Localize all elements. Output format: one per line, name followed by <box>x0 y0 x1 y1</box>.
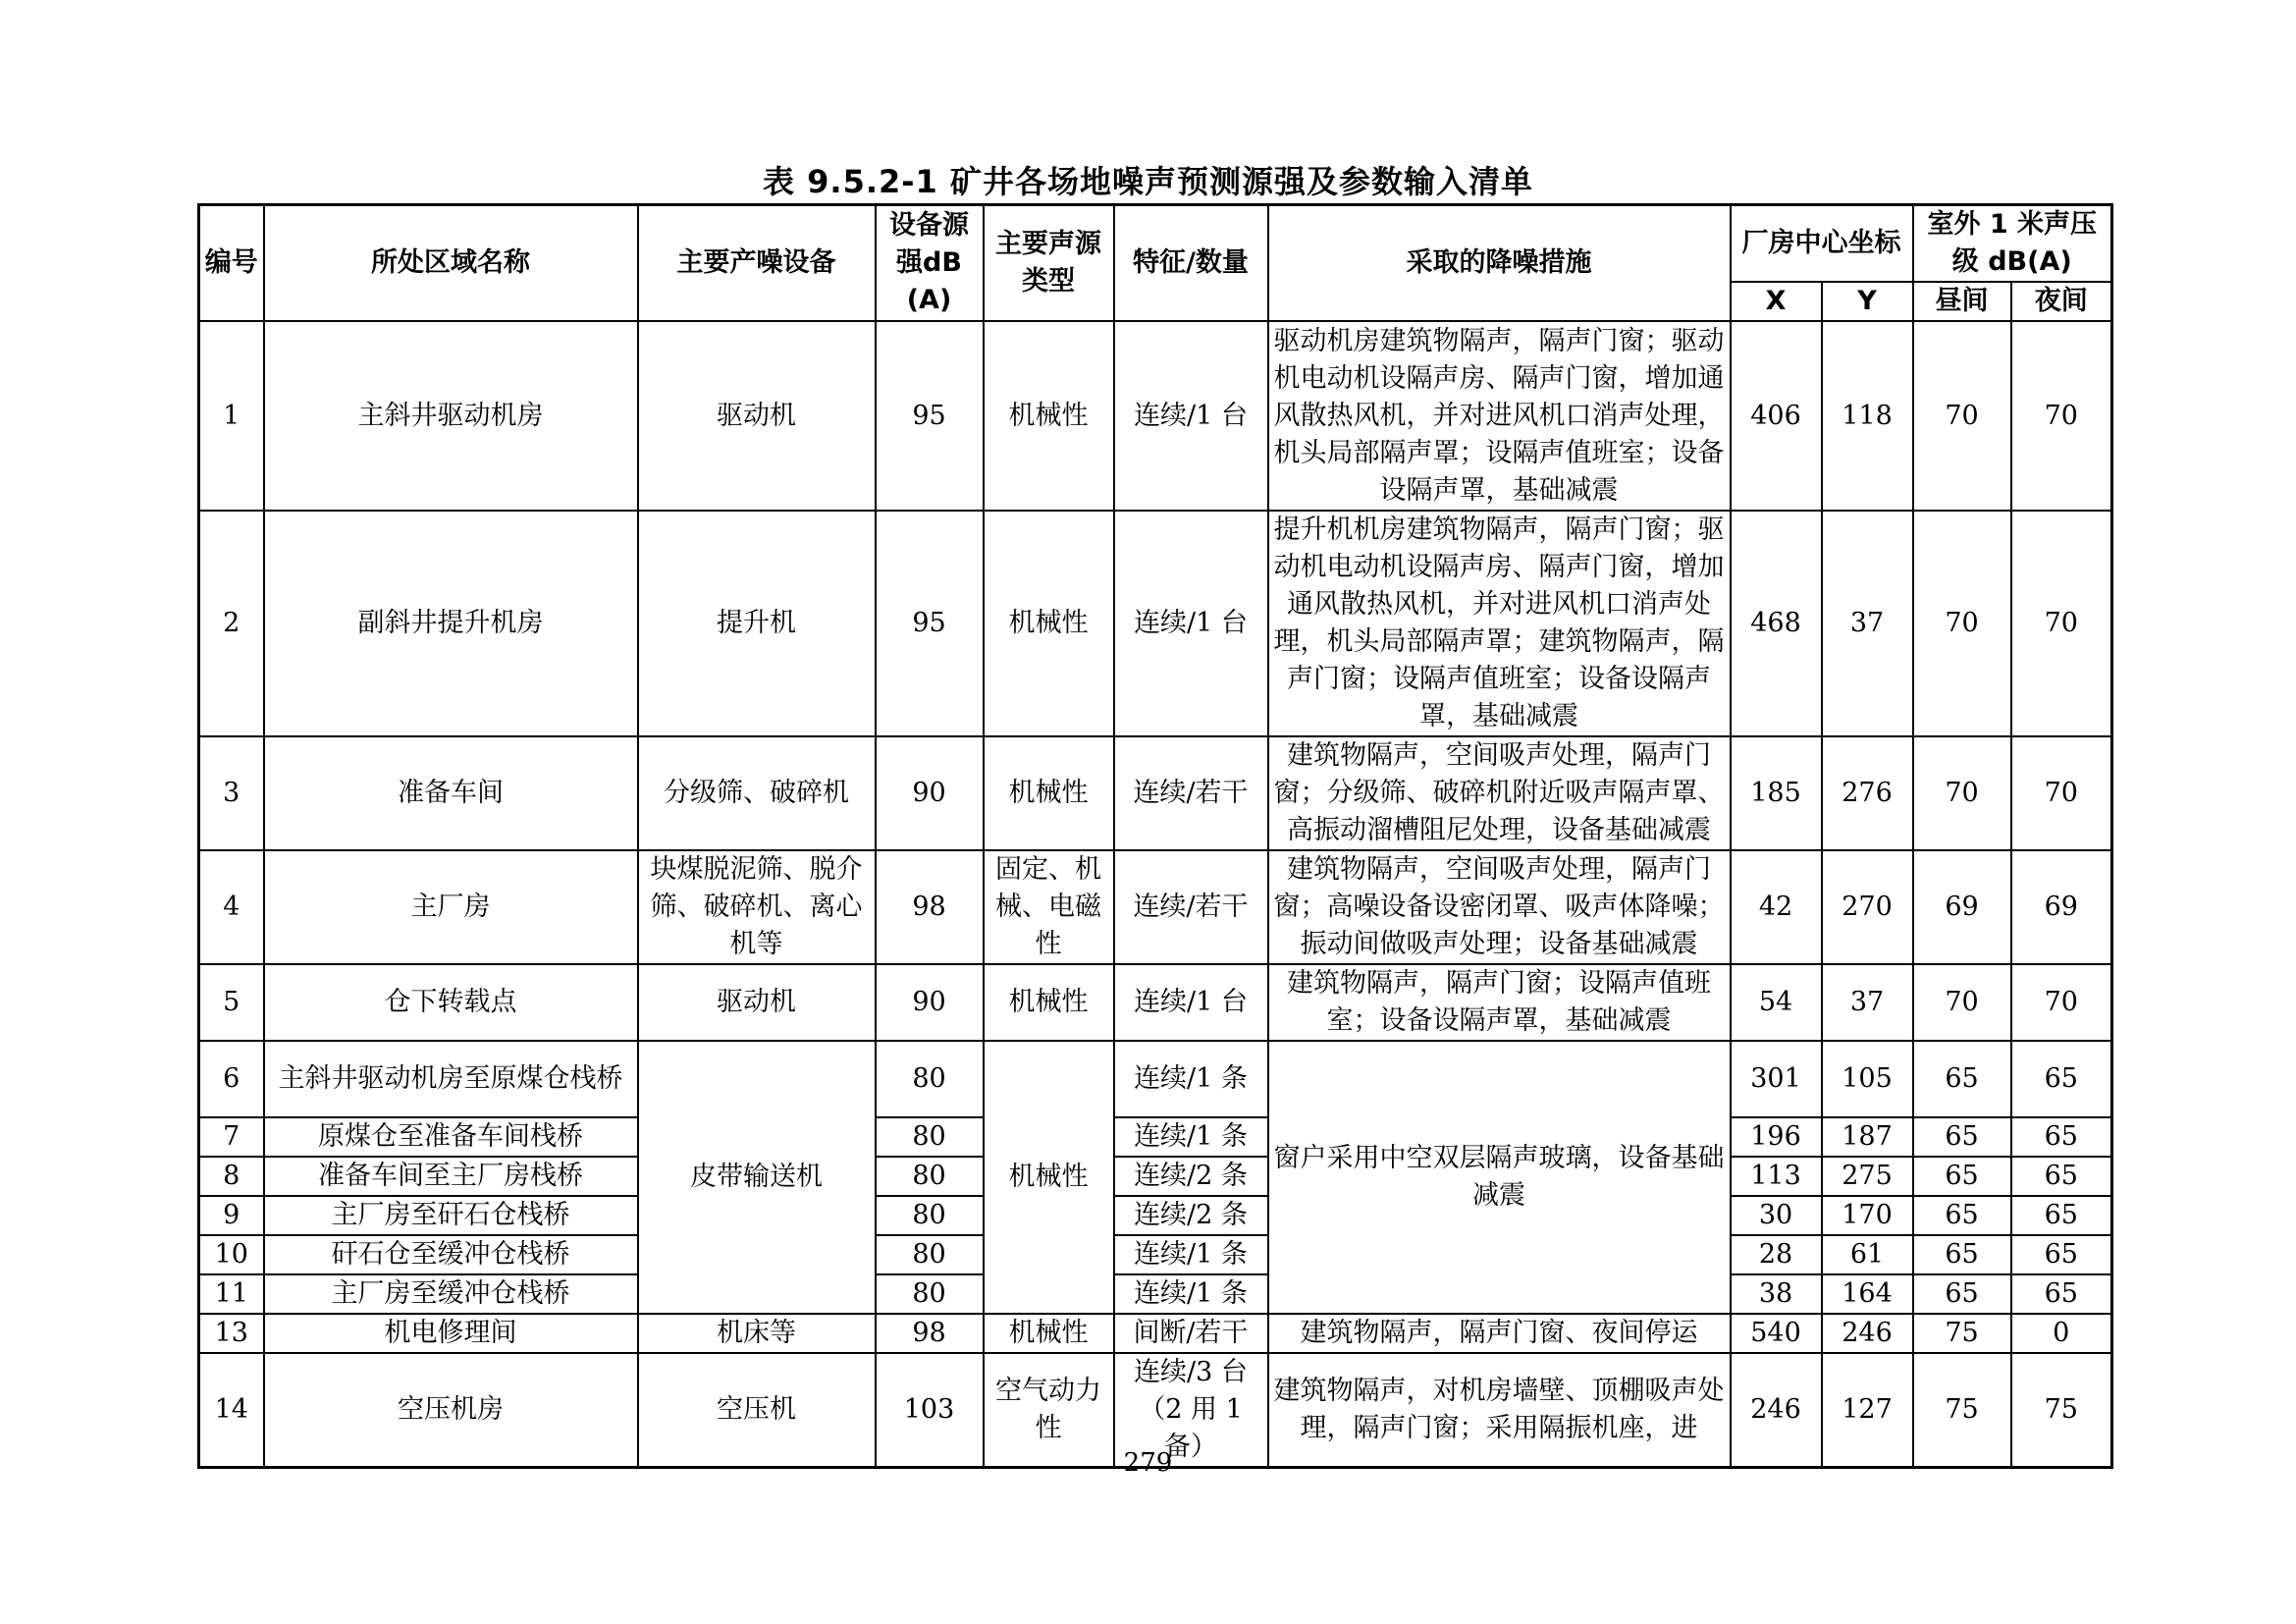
cell-type: 空气动力性 <box>984 1353 1114 1468</box>
cell-area: 主厂房 <box>264 850 638 964</box>
cell-area: 仓下转载点 <box>264 964 638 1041</box>
cell-equipment: 提升机 <box>638 511 876 736</box>
cell-no: 1 <box>199 321 264 511</box>
cell-y: 246 <box>1822 1314 1913 1353</box>
cell-area: 主厂房至矸石仓栈桥 <box>264 1196 638 1235</box>
cell-day: 70 <box>1913 964 2011 1041</box>
cell-no: 5 <box>199 964 264 1041</box>
cell-night: 69 <box>2011 850 2112 964</box>
header-outdoor: 室外 1 米声压级 dB(A) <box>1913 205 2112 283</box>
cell-night: 65 <box>2011 1235 2112 1274</box>
table-row <box>199 1157 2112 1196</box>
cell-no: 14 <box>199 1353 264 1468</box>
table-row <box>199 511 2112 736</box>
cell-y: 164 <box>1822 1274 1913 1314</box>
cell-area: 主斜井驱动机房 <box>264 321 638 511</box>
cell-db: 95 <box>876 321 984 511</box>
cell-db: 80 <box>876 1196 984 1235</box>
header-source-db: 设备源强dB(A) <box>876 205 984 322</box>
cell-x: 30 <box>1731 1196 1822 1235</box>
cell-x: 28 <box>1731 1235 1822 1274</box>
header-source-type: 主要声源类型 <box>984 205 1114 322</box>
cell-night: 70 <box>2011 964 2112 1041</box>
cell-measures: 提升机机房建筑物隔声，隔声门窗；驱动机电动机设隔声房、隔声门窗，增加通风散热风机，并对进风机口消声处理，机头局部隔声罩；建筑物隔声，隔声门窗；设隔声值班室；设备设隔声罩，基础减震 <box>1268 511 1731 736</box>
cell-day: 65 <box>1913 1117 2011 1157</box>
cell-measures-merged: 窗户采用中空双层隔声玻璃，设备基础减震 <box>1268 1041 1731 1314</box>
cell-feature: 连续/若干 <box>1114 850 1268 964</box>
cell-night: 65 <box>2011 1157 2112 1196</box>
header-equipment: 主要产噪设备 <box>638 205 876 322</box>
cell-night: 70 <box>2011 321 2112 511</box>
cell-area: 原煤仓至准备车间栈桥 <box>264 1117 638 1157</box>
cell-measures: 建筑物隔声，空间吸声处理，隔声门窗；高噪设备设密闭罩、吸声体降噪；振动间做吸声处理；设备基础减震 <box>1268 850 1731 964</box>
cell-feature: 连续/2 条 <box>1114 1196 1268 1235</box>
cell-y: 127 <box>1822 1353 1913 1468</box>
cell-measures: 建筑物隔声，隔声门窗、夜间停运 <box>1268 1314 1731 1353</box>
header-feature: 特征/数量 <box>1114 205 1268 322</box>
cell-day: 65 <box>1913 1196 2011 1235</box>
cell-db: 103 <box>876 1353 984 1468</box>
cell-day: 65 <box>1913 1157 2011 1196</box>
cell-day: 69 <box>1913 850 2011 964</box>
cell-type: 机械性 <box>984 1314 1114 1353</box>
table-row <box>199 1235 2112 1274</box>
cell-y: 37 <box>1822 511 1913 736</box>
cell-db: 80 <box>876 1117 984 1157</box>
cell-measures: 建筑物隔声，隔声门窗；设隔声值班室；设备设隔声罩，基础减震 <box>1268 964 1731 1041</box>
cell-night: 65 <box>2011 1274 2112 1314</box>
cell-x: 540 <box>1731 1314 1822 1353</box>
cell-y: 275 <box>1822 1157 1913 1196</box>
cell-night: 70 <box>2011 511 2112 736</box>
cell-area: 矸石仓至缓冲仓栈桥 <box>264 1235 638 1274</box>
cell-type: 机械性 <box>984 321 1114 511</box>
cell-measures: 建筑物隔声，空间吸声处理，隔声门窗；分级筛、破碎机附近吸声隔声罩、高振动溜槽阻尼处理，设备基础减震 <box>1268 736 1731 850</box>
cell-day: 65 <box>1913 1235 2011 1274</box>
cell-type: 机械性 <box>984 964 1114 1041</box>
cell-x: 54 <box>1731 964 1822 1041</box>
cell-no: 4 <box>199 850 264 964</box>
cell-night: 75 <box>2011 1353 2112 1468</box>
cell-x: 301 <box>1731 1041 1822 1117</box>
table-title: 表 9.5.2-1 矿井各场地噪声预测源强及参数输入清单 <box>763 163 1533 200</box>
cell-feature: 连续/1 台 <box>1114 511 1268 736</box>
cell-equipment: 分级筛、破碎机 <box>638 736 876 850</box>
cell-type: 机械性 <box>984 736 1114 850</box>
header-no: 编号 <box>199 205 264 322</box>
cell-area: 副斜井提升机房 <box>264 511 638 736</box>
cell-x: 196 <box>1731 1117 1822 1157</box>
cell-type-merged: 机械性 <box>984 1041 1114 1314</box>
cell-day: 75 <box>1913 1353 2011 1468</box>
cell-y: 270 <box>1822 850 1913 964</box>
header-x: X <box>1731 282 1822 321</box>
cell-x: 113 <box>1731 1157 1822 1196</box>
cell-night: 65 <box>2011 1117 2112 1157</box>
cell-feature: 连续/1 条 <box>1114 1041 1268 1117</box>
cell-x: 42 <box>1731 850 1822 964</box>
cell-feature: 连续/1 台 <box>1114 964 1268 1041</box>
cell-feature: 连续/1 台 <box>1114 321 1268 511</box>
cell-type: 固定、机械、电磁性 <box>984 850 1114 964</box>
cell-day: 75 <box>1913 1314 2011 1353</box>
cell-day: 70 <box>1913 511 2011 736</box>
cell-db: 90 <box>876 736 984 850</box>
cell-equipment: 块煤脱泥筛、脱介筛、破碎机、离心机等 <box>638 850 876 964</box>
cell-y: 37 <box>1822 964 1913 1041</box>
cell-equipment: 驱动机 <box>638 321 876 511</box>
cell-x: 468 <box>1731 511 1822 736</box>
cell-y: 187 <box>1822 1117 1913 1157</box>
cell-db: 80 <box>876 1041 984 1117</box>
cell-feature: 连续/3 台（2 用 1 备） <box>1114 1353 1268 1468</box>
cell-db: 98 <box>876 850 984 964</box>
cell-day: 70 <box>1913 321 2011 511</box>
cell-db: 80 <box>876 1274 984 1314</box>
cell-area: 准备车间至主厂房栈桥 <box>264 1157 638 1196</box>
cell-db: 80 <box>876 1235 984 1274</box>
cell-night: 70 <box>2011 736 2112 850</box>
header-measures: 采取的降噪措施 <box>1268 205 1731 322</box>
cell-db: 95 <box>876 511 984 736</box>
cell-area: 机电修理间 <box>264 1314 638 1353</box>
cell-no: 8 <box>199 1157 264 1196</box>
header-day: 昼间 <box>1913 282 2011 321</box>
cell-y: 118 <box>1822 321 1913 511</box>
cell-area: 主斜井驱动机房至原煤仓栈桥 <box>264 1041 638 1117</box>
cell-x: 246 <box>1731 1353 1822 1468</box>
cell-equipment: 机床等 <box>638 1314 876 1353</box>
cell-equipment: 驱动机 <box>638 964 876 1041</box>
cell-y: 61 <box>1822 1235 1913 1274</box>
table-row <box>199 321 2112 511</box>
table-row <box>199 1117 2112 1157</box>
table-row <box>199 850 2112 964</box>
cell-day: 70 <box>1913 736 2011 850</box>
cell-feature: 连续/1 条 <box>1114 1274 1268 1314</box>
page-number: 279 <box>1123 1448 1173 1478</box>
cell-feature: 连续/2 条 <box>1114 1157 1268 1196</box>
cell-no: 2 <box>199 511 264 736</box>
table-row <box>199 1314 2112 1353</box>
table-row <box>199 1274 2112 1314</box>
cell-area: 主厂房至缓冲仓栈桥 <box>264 1274 638 1314</box>
cell-feature: 间断/若干 <box>1114 1314 1268 1353</box>
cell-x: 406 <box>1731 321 1822 511</box>
cell-measures: 驱动机房建筑物隔声，隔声门窗；驱动机电动机设隔声房、隔声门窗，增加通风散热风机，并对进风机口消声处理，机头局部隔声罩；设隔声值班室；设备设隔声罩，基础减震 <box>1268 321 1731 511</box>
cell-night: 0 <box>2011 1314 2112 1353</box>
cell-equipment: 空压机 <box>638 1353 876 1468</box>
cell-type: 机械性 <box>984 511 1114 736</box>
cell-no: 6 <box>199 1041 264 1117</box>
cell-measures: 建筑物隔声，对机房墙壁、顶棚吸声处理，隔声门窗；采用隔振机座，进 <box>1268 1353 1731 1468</box>
cell-day: 65 <box>1913 1041 2011 1117</box>
cell-y: 105 <box>1822 1041 1913 1117</box>
cell-feature: 连续/1 条 <box>1114 1117 1268 1157</box>
table-row <box>199 1041 2112 1117</box>
cell-db: 98 <box>876 1314 984 1353</box>
table-row <box>199 736 2112 850</box>
header-y: Y <box>1822 282 1913 321</box>
cell-no: 10 <box>199 1235 264 1274</box>
table-row <box>199 964 2112 1041</box>
cell-no: 13 <box>199 1314 264 1353</box>
header-coord: 厂房中心坐标 <box>1731 205 1913 283</box>
cell-db: 80 <box>876 1157 984 1196</box>
cell-no: 3 <box>199 736 264 850</box>
cell-y: 170 <box>1822 1196 1913 1235</box>
cell-x: 38 <box>1731 1274 1822 1314</box>
cell-equipment-merged: 皮带输送机 <box>638 1041 876 1314</box>
cell-area: 准备车间 <box>264 736 638 850</box>
cell-day: 65 <box>1913 1274 2011 1314</box>
cell-no: 7 <box>199 1117 264 1157</box>
cell-db: 90 <box>876 964 984 1041</box>
table-row <box>199 1196 2112 1235</box>
header-area: 所处区域名称 <box>264 205 638 322</box>
cell-night: 65 <box>2011 1196 2112 1235</box>
header-night: 夜间 <box>2011 282 2112 321</box>
cell-area: 空压机房 <box>264 1353 638 1468</box>
cell-night: 65 <box>2011 1041 2112 1117</box>
noise-source-table <box>197 203 2113 1469</box>
cell-feature: 连续/若干 <box>1114 736 1268 850</box>
cell-no: 11 <box>199 1274 264 1314</box>
cell-y: 276 <box>1822 736 1913 850</box>
cell-no: 9 <box>199 1196 264 1235</box>
cell-feature: 连续/1 条 <box>1114 1235 1268 1274</box>
cell-x: 185 <box>1731 736 1822 850</box>
